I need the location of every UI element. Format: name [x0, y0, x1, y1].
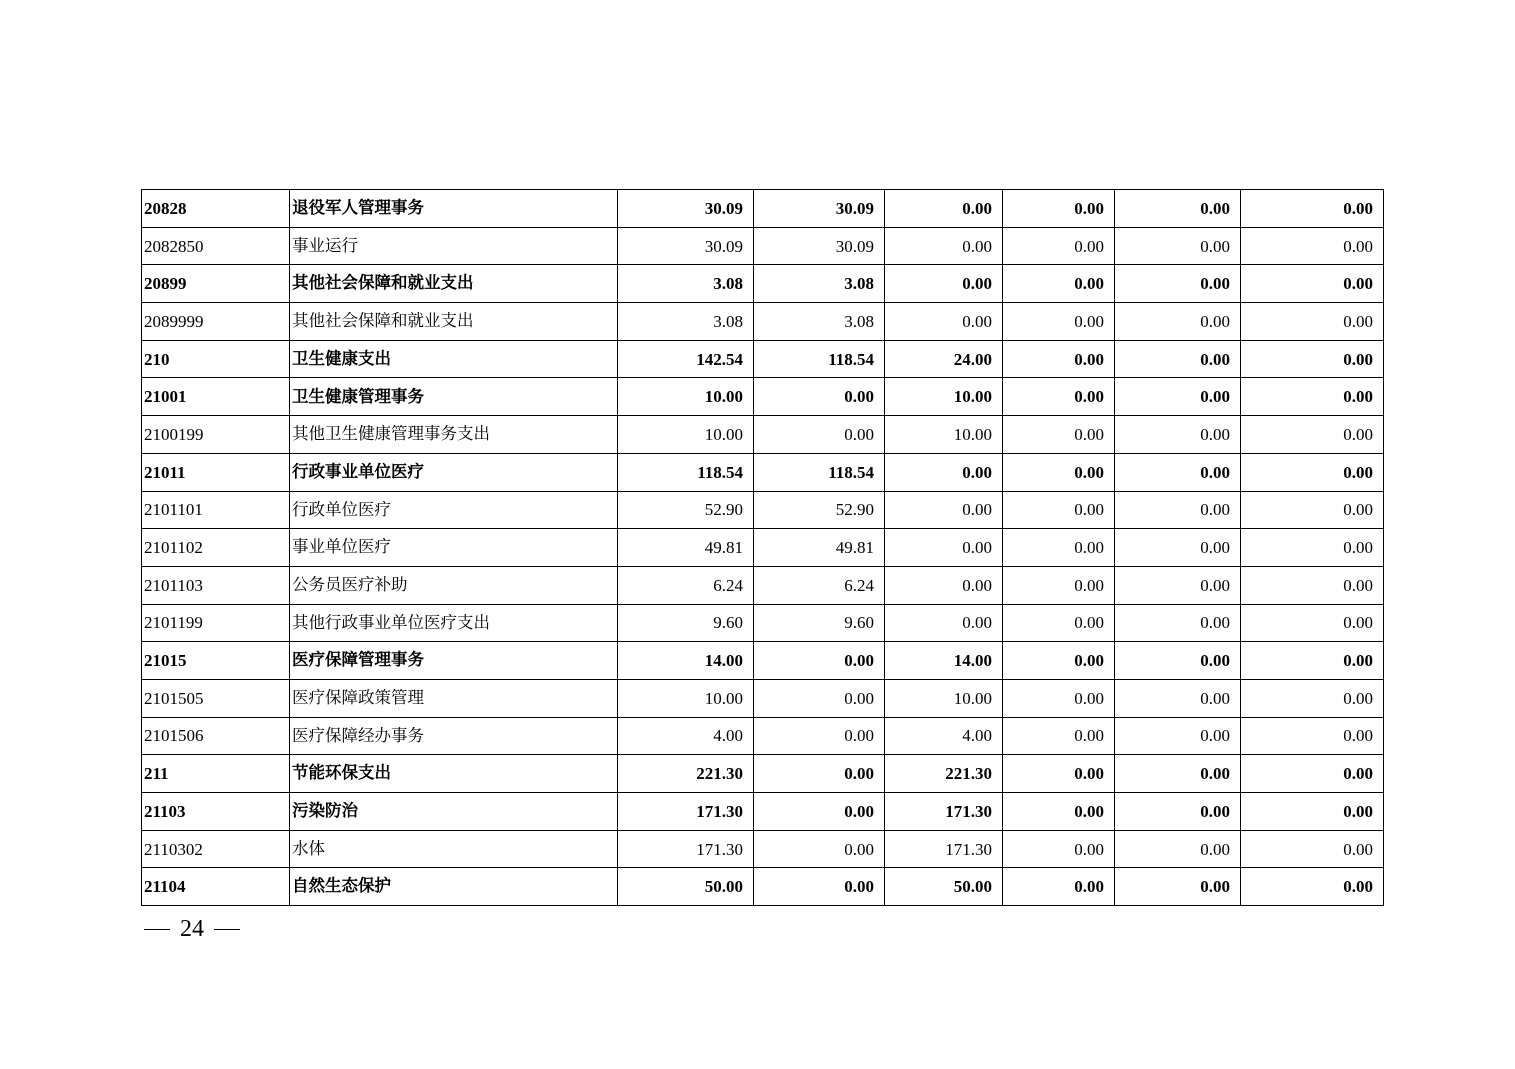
cell-basic: 0.00: [754, 717, 885, 755]
cell-col4: 0.00: [1003, 190, 1115, 228]
cell-name: 水体: [290, 830, 618, 868]
cell-col5: 0.00: [1115, 679, 1241, 717]
cell-code: 21015: [142, 642, 290, 680]
table-row: [142, 491, 1384, 529]
cell-col6: 0.00: [1241, 453, 1384, 491]
cell-basic: 118.54: [754, 453, 885, 491]
table-row: [142, 793, 1384, 831]
table-row: [142, 340, 1384, 378]
cell-name: 节能环保支出: [290, 755, 618, 793]
table-row: [142, 303, 1384, 341]
cell-project: 0.00: [885, 566, 1003, 604]
footer-dash-left: [144, 929, 170, 930]
cell-project: 171.30: [885, 830, 1003, 868]
table-row: [142, 416, 1384, 454]
cell-code: 21001: [142, 378, 290, 416]
cell-total: 9.60: [618, 604, 754, 642]
cell-col6: 0.00: [1241, 679, 1384, 717]
table-row: [142, 566, 1384, 604]
cell-col6: 0.00: [1241, 265, 1384, 303]
cell-name: 公务员医疗补助: [290, 566, 618, 604]
cell-project: 10.00: [885, 679, 1003, 717]
cell-col5: 0.00: [1115, 190, 1241, 228]
cell-project: 24.00: [885, 340, 1003, 378]
table-row: [142, 679, 1384, 717]
cell-name: 行政事业单位医疗: [290, 453, 618, 491]
cell-col6: 0.00: [1241, 717, 1384, 755]
cell-basic: 0.00: [754, 642, 885, 680]
cell-col5: 0.00: [1115, 378, 1241, 416]
cell-col5: 0.00: [1115, 491, 1241, 529]
cell-name: 其他卫生健康管理事务支出: [290, 416, 618, 454]
cell-name: 自然生态保护: [290, 868, 618, 906]
cell-code: 2101506: [142, 717, 290, 755]
cell-basic: 30.09: [754, 227, 885, 265]
cell-name: 医疗保障政策管理: [290, 679, 618, 717]
cell-col4: 0.00: [1003, 679, 1115, 717]
cell-code: 2089999: [142, 303, 290, 341]
cell-total: 30.09: [618, 190, 754, 228]
cell-col4: 0.00: [1003, 529, 1115, 567]
cell-code: 2101102: [142, 529, 290, 567]
cell-col5: 0.00: [1115, 717, 1241, 755]
cell-col5: 0.00: [1115, 453, 1241, 491]
cell-col6: 0.00: [1241, 604, 1384, 642]
cell-total: 142.54: [618, 340, 754, 378]
cell-basic: 3.08: [754, 265, 885, 303]
footer-dash-right: [214, 929, 240, 930]
cell-project: 4.00: [885, 717, 1003, 755]
cell-total: 171.30: [618, 830, 754, 868]
table-row: [142, 453, 1384, 491]
cell-project: 0.00: [885, 303, 1003, 341]
cell-total: 30.09: [618, 227, 754, 265]
cell-col5: 0.00: [1115, 566, 1241, 604]
table-row: [142, 529, 1384, 567]
cell-total: 118.54: [618, 453, 754, 491]
table-row: [142, 868, 1384, 906]
cell-col6: 0.00: [1241, 303, 1384, 341]
cell-code: 2101101: [142, 491, 290, 529]
table-row: [142, 642, 1384, 680]
cell-col4: 0.00: [1003, 265, 1115, 303]
cell-code: 2101199: [142, 604, 290, 642]
cell-name: 事业运行: [290, 227, 618, 265]
page-footer: [144, 916, 240, 943]
cell-code: 21103: [142, 793, 290, 831]
cell-total: 10.00: [618, 378, 754, 416]
cell-col6: 0.00: [1241, 190, 1384, 228]
cell-total: 14.00: [618, 642, 754, 680]
cell-code: 211: [142, 755, 290, 793]
cell-name: 退役军人管理事务: [290, 190, 618, 228]
cell-basic: 0.00: [754, 755, 885, 793]
cell-basic: 0.00: [754, 679, 885, 717]
cell-col6: 0.00: [1241, 793, 1384, 831]
cell-name: 卫生健康管理事务: [290, 378, 618, 416]
cell-project: 0.00: [885, 604, 1003, 642]
cell-code: 2110302: [142, 830, 290, 868]
cell-basic: 9.60: [754, 604, 885, 642]
cell-col4: 0.00: [1003, 755, 1115, 793]
cell-col4: 0.00: [1003, 378, 1115, 416]
cell-basic: 118.54: [754, 340, 885, 378]
cell-col4: 0.00: [1003, 491, 1115, 529]
cell-col5: 0.00: [1115, 529, 1241, 567]
cell-project: 171.30: [885, 793, 1003, 831]
cell-total: 3.08: [618, 303, 754, 341]
cell-total: 52.90: [618, 491, 754, 529]
table-row: [142, 755, 1384, 793]
cell-col4: 0.00: [1003, 453, 1115, 491]
cell-basic: 49.81: [754, 529, 885, 567]
cell-code: 21011: [142, 453, 290, 491]
cell-col5: 0.00: [1115, 868, 1241, 906]
cell-col4: 0.00: [1003, 717, 1115, 755]
cell-basic: 6.24: [754, 566, 885, 604]
cell-name: 卫生健康支出: [290, 340, 618, 378]
page-number: 24: [180, 916, 204, 942]
cell-name: 其他行政事业单位医疗支出: [290, 604, 618, 642]
cell-code: 210: [142, 340, 290, 378]
cell-name: 其他社会保障和就业支出: [290, 265, 618, 303]
cell-col5: 0.00: [1115, 227, 1241, 265]
cell-total: 10.00: [618, 679, 754, 717]
cell-name: 医疗保障经办事务: [290, 717, 618, 755]
cell-basic: 0.00: [754, 830, 885, 868]
cell-col5: 0.00: [1115, 416, 1241, 454]
budget-table: [141, 189, 1384, 906]
cell-col4: 0.00: [1003, 868, 1115, 906]
cell-project: 14.00: [885, 642, 1003, 680]
cell-col5: 0.00: [1115, 793, 1241, 831]
cell-code: 2100199: [142, 416, 290, 454]
cell-col6: 0.00: [1241, 566, 1384, 604]
cell-name: 医疗保障管理事务: [290, 642, 618, 680]
cell-project: 10.00: [885, 416, 1003, 454]
cell-col5: 0.00: [1115, 340, 1241, 378]
cell-col6: 0.00: [1241, 529, 1384, 567]
cell-col6: 0.00: [1241, 227, 1384, 265]
cell-project: 0.00: [885, 529, 1003, 567]
table-body: [142, 190, 1384, 906]
cell-total: 50.00: [618, 868, 754, 906]
cell-col4: 0.00: [1003, 416, 1115, 454]
cell-project: 0.00: [885, 265, 1003, 303]
cell-code: 20828: [142, 190, 290, 228]
table-row: [142, 378, 1384, 416]
cell-col6: 0.00: [1241, 491, 1384, 529]
cell-project: 10.00: [885, 378, 1003, 416]
cell-code: 20899: [142, 265, 290, 303]
cell-name: 污染防治: [290, 793, 618, 831]
cell-project: 50.00: [885, 868, 1003, 906]
cell-basic: 0.00: [754, 416, 885, 454]
cell-project: 0.00: [885, 491, 1003, 529]
cell-code: 2082850: [142, 227, 290, 265]
cell-col4: 0.00: [1003, 642, 1115, 680]
cell-basic: 30.09: [754, 190, 885, 228]
cell-code: 2101103: [142, 566, 290, 604]
cell-col6: 0.00: [1241, 416, 1384, 454]
cell-col4: 0.00: [1003, 793, 1115, 831]
cell-col6: 0.00: [1241, 642, 1384, 680]
cell-col4: 0.00: [1003, 566, 1115, 604]
cell-col6: 0.00: [1241, 340, 1384, 378]
cell-col5: 0.00: [1115, 755, 1241, 793]
cell-basic: 52.90: [754, 491, 885, 529]
cell-col4: 0.00: [1003, 604, 1115, 642]
cell-col4: 0.00: [1003, 830, 1115, 868]
table-row: [142, 265, 1384, 303]
cell-col6: 0.00: [1241, 378, 1384, 416]
cell-col4: 0.00: [1003, 340, 1115, 378]
cell-basic: 0.00: [754, 868, 885, 906]
table-row: [142, 717, 1384, 755]
cell-code: 2101505: [142, 679, 290, 717]
cell-col6: 0.00: [1241, 868, 1384, 906]
cell-project: 221.30: [885, 755, 1003, 793]
cell-total: 3.08: [618, 265, 754, 303]
cell-name: 行政单位医疗: [290, 491, 618, 529]
cell-col5: 0.00: [1115, 642, 1241, 680]
cell-col4: 0.00: [1003, 303, 1115, 341]
cell-basic: 0.00: [754, 793, 885, 831]
cell-code: 21104: [142, 868, 290, 906]
cell-col5: 0.00: [1115, 303, 1241, 341]
cell-total: 6.24: [618, 566, 754, 604]
table-row: [142, 227, 1384, 265]
cell-col6: 0.00: [1241, 755, 1384, 793]
table-row: [142, 190, 1384, 228]
cell-project: 0.00: [885, 227, 1003, 265]
cell-col4: 0.00: [1003, 227, 1115, 265]
cell-basic: 0.00: [754, 378, 885, 416]
cell-total: 4.00: [618, 717, 754, 755]
cell-project: 0.00: [885, 453, 1003, 491]
table-row: [142, 830, 1384, 868]
cell-name: 事业单位医疗: [290, 529, 618, 567]
cell-basic: 3.08: [754, 303, 885, 341]
cell-total: 10.00: [618, 416, 754, 454]
cell-col5: 0.00: [1115, 265, 1241, 303]
cell-col5: 0.00: [1115, 604, 1241, 642]
cell-total: 49.81: [618, 529, 754, 567]
cell-col6: 0.00: [1241, 830, 1384, 868]
cell-total: 171.30: [618, 793, 754, 831]
cell-col5: 0.00: [1115, 830, 1241, 868]
cell-project: 0.00: [885, 190, 1003, 228]
cell-name: 其他社会保障和就业支出: [290, 303, 618, 341]
table-row: [142, 604, 1384, 642]
cell-total: 221.30: [618, 755, 754, 793]
